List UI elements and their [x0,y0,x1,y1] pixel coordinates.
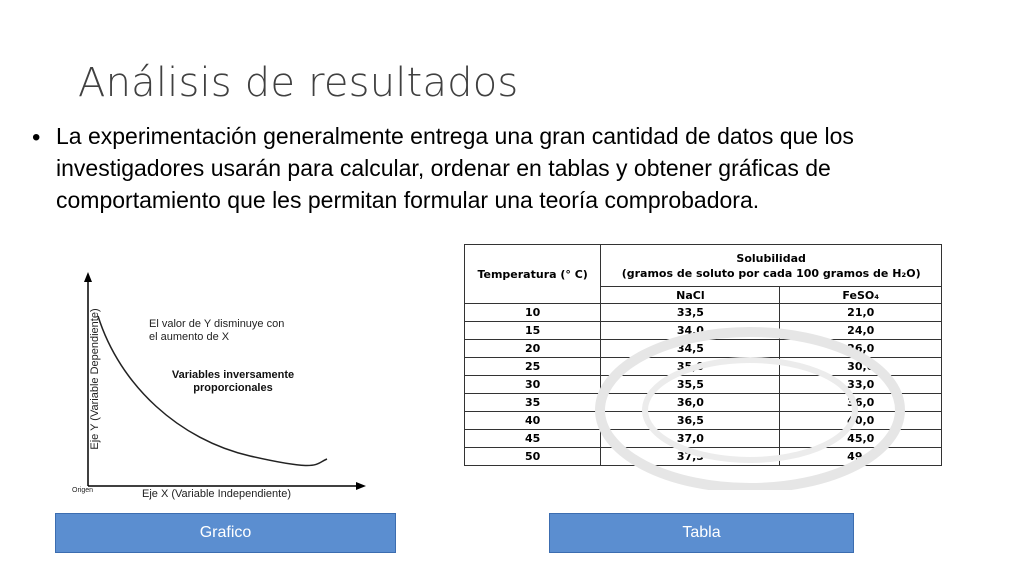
header-solubility [601,245,942,287]
graph-bold-line2: proporcionales [193,382,273,394]
cell-nacl: 33,5 [601,304,780,322]
table-row [465,322,942,340]
cell-temp: 30 [465,376,601,394]
cell-temp: 15 [465,322,601,340]
table-row [465,412,942,430]
graph-note [149,318,329,344]
x-axis-label: Eje X (Variable Independiente) [142,488,292,500]
graph-bold-note [165,369,301,395]
cell-nacl: 35,0 [601,358,780,376]
bullet-icon: • [32,124,41,151]
table-row [465,340,942,358]
table-row [465,376,942,394]
header-solubility-units: (gramos de soluto por cada 100 gramos de H₂O) [621,266,921,280]
cell-feso4: 33,0 [780,376,942,394]
tabla-button[interactable]: Tabla [549,513,854,553]
cell-nacl: 35,5 [601,376,780,394]
header-nacl: NaCl [601,287,780,304]
cell-feso4: 45,0 [780,430,942,448]
cell-feso4: 49,0 [780,448,942,466]
cell-nacl: 34,0 [601,322,780,340]
cell-temp: 50 [465,448,601,466]
table-row [465,448,942,466]
header-feso4: FeSO₄ [780,287,942,304]
cell-nacl: 37,5 [601,448,780,466]
y-axis-arrow [84,272,92,282]
y-axis-label: Eje Y (Variable Dependiente) [89,308,101,450]
cell-temp: 40 [465,412,601,430]
cell-feso4: 24,0 [780,322,942,340]
solubility-table [464,244,942,466]
cell-nacl: 37,0 [601,430,780,448]
cell-nacl: 36,5 [601,412,780,430]
cell-feso4: 26,0 [780,340,942,358]
header-solubility-title: Solubilidad [736,251,806,265]
inverse-proportion-graph [50,268,380,513]
cell-temp: 20 [465,340,601,358]
graph-bold-line1: Variables inversamente [171,369,295,381]
table-row [465,394,942,412]
cell-temp: 35 [465,394,601,412]
cell-feso4: 30,0 [780,358,942,376]
cell-nacl: 36,0 [601,394,780,412]
cell-temp: 10 [465,304,601,322]
bullet-paragraph [32,120,912,216]
grafico-button[interactable]: Grafico [55,513,396,553]
x-axis-arrow [356,482,366,490]
table-row [465,304,942,322]
cell-feso4: 40,0 [780,412,942,430]
origin-label: Origen [72,487,94,494]
graph-note-line1: El valor de Y disminuye con [149,318,285,330]
cell-feso4: 36,0 [780,394,942,412]
cell-nacl: 34,5 [601,340,780,358]
slide-title: Análisis de resultados [78,60,519,106]
bullet-text: La experimentación generalmente entrega una gran cantidad de datos que los investigadores usarán para calcular, ordenar en tablas y obtener gráficas de comportamiento que les permitan formular una teoría comprobadora. [56,123,854,213]
cell-temp: 25 [465,358,601,376]
header-temperature: Temperatura (° C) [465,245,601,304]
table-row [465,358,942,376]
table-row [465,430,942,448]
graph-note-line2: el aumento de X [149,331,230,343]
cell-feso4: 21,0 [780,304,942,322]
cell-temp: 45 [465,430,601,448]
